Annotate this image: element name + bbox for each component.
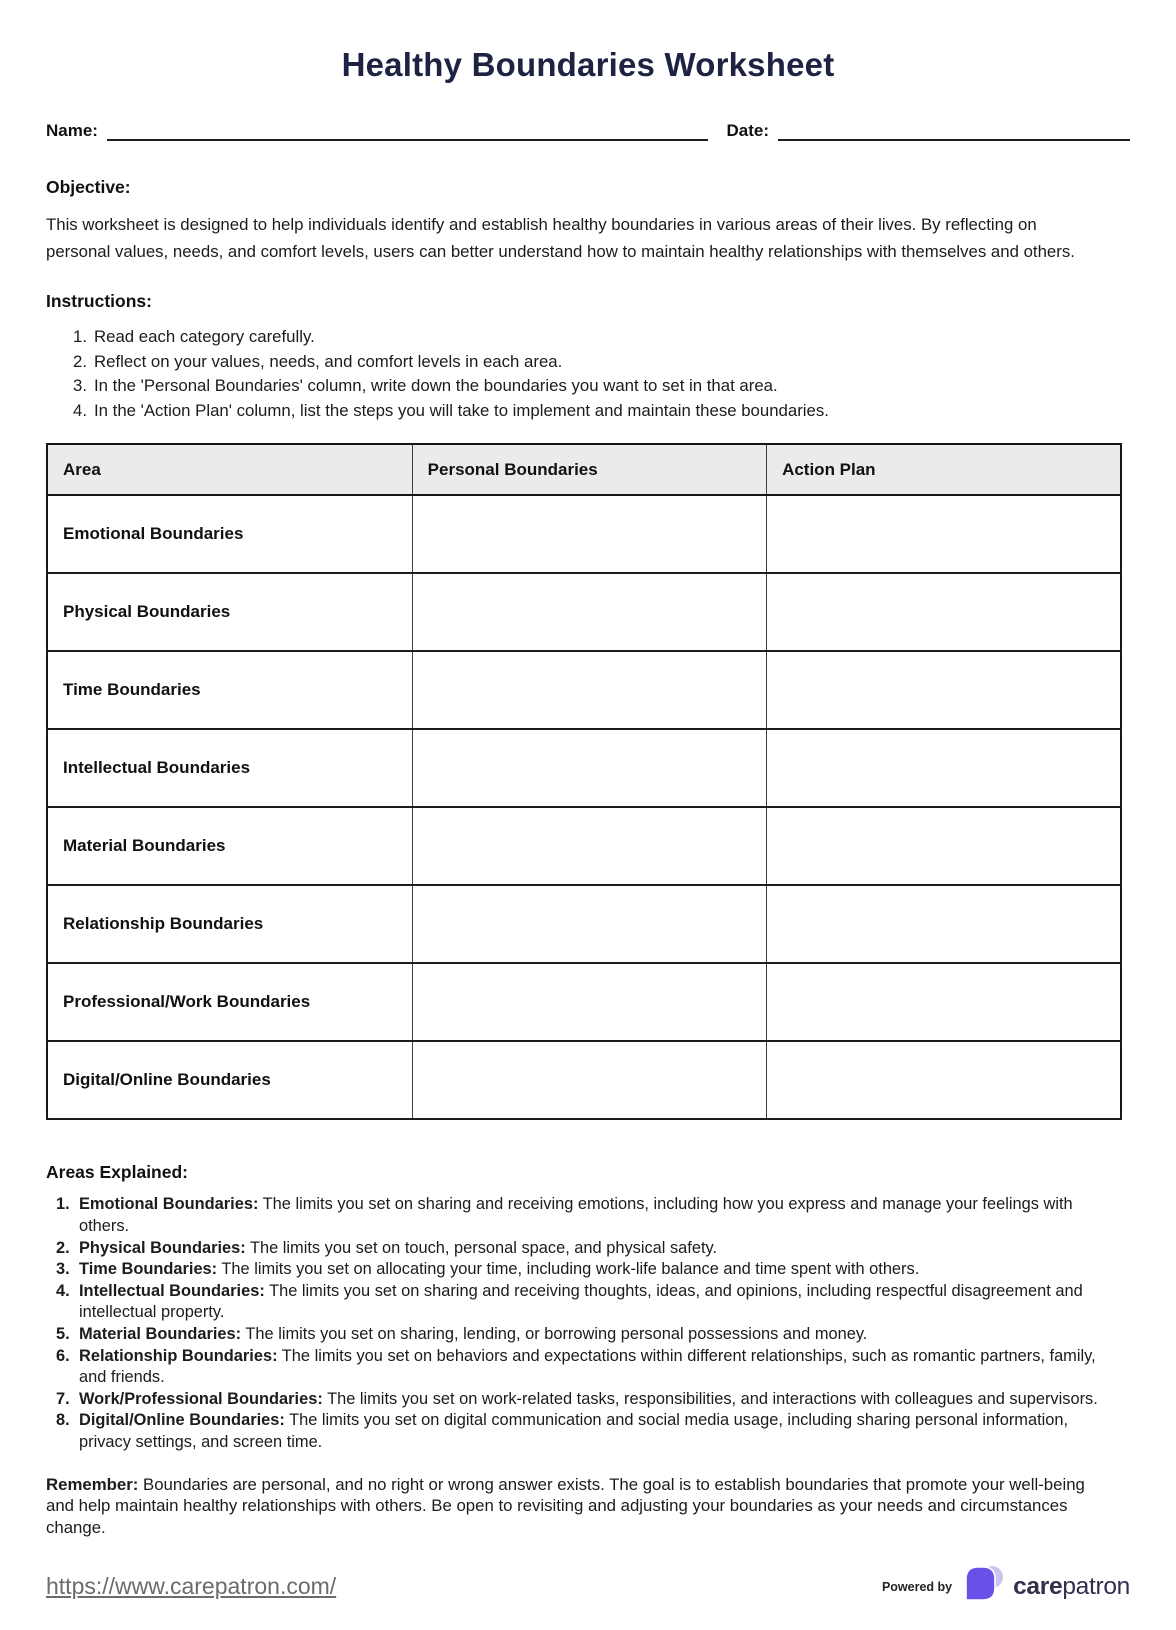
area-description: [79, 1238, 1109, 1260]
area-number: 8.: [56, 1411, 70, 1430]
area-description: [79, 1281, 1109, 1324]
area-term: Intellectual Boundaries:: [79, 1281, 265, 1300]
action-plan-cell[interactable]: [767, 1041, 1121, 1119]
remember-label: Remember:: [46, 1474, 139, 1494]
action-plan-cell[interactable]: [767, 495, 1121, 573]
area-explained-item: [56, 1324, 1130, 1346]
table-row: [47, 495, 1121, 573]
area-number: 7.: [56, 1389, 70, 1408]
powered-by-label: Powered by: [881, 1579, 953, 1594]
area-description: [79, 1324, 1109, 1346]
action-plan-cell[interactable]: [767, 729, 1121, 807]
area-number: 1.: [56, 1195, 70, 1214]
area-description: [79, 1259, 1109, 1281]
personal-boundaries-cell[interactable]: [412, 729, 766, 807]
area-description: [79, 1194, 1109, 1237]
area-term: Material Boundaries:: [79, 1324, 242, 1343]
action-plan-cell[interactable]: [767, 573, 1121, 651]
area-text: The limits you set on sharing, lending, or borrowing personal possessions and money.: [245, 1324, 868, 1343]
objective-text: This worksheet is designed to help individuals identify and establish healthy boundaries in various areas of their lives. By reflecting on personal values, needs, and comfort levels, users can better understand how to maintain healthy relationships with themselves and others.: [46, 215, 1075, 261]
area-text: The limits you set on touch, personal space, and physical safety.: [249, 1238, 718, 1257]
instruction-item: [73, 374, 1130, 399]
table-row: [47, 573, 1121, 651]
area-text: The limits you set on digital communication and social media usage, including sharing personal information, privacy settings, and screen time.: [79, 1411, 1069, 1451]
remember-note: [46, 1474, 1108, 1539]
area-explained-item: [56, 1238, 1130, 1260]
boundaries-table: [46, 443, 1122, 1120]
area-label: Time Boundaries: [47, 651, 412, 729]
instructions-heading: Instructions:: [46, 291, 152, 311]
area-description: [79, 1346, 1109, 1389]
action-plan-cell[interactable]: [767, 807, 1121, 885]
action-plan-cell[interactable]: [767, 885, 1121, 963]
area-label: Emotional Boundaries: [47, 495, 412, 573]
area-explained-item: [56, 1281, 1130, 1324]
personal-boundaries-cell[interactable]: [412, 651, 766, 729]
personal-boundaries-cell[interactable]: [412, 1041, 766, 1119]
area-label: Physical Boundaries: [47, 573, 412, 651]
carepatron-wordmark: [1013, 1573, 1130, 1601]
instruction-item: [73, 350, 1130, 375]
area-term: Time Boundaries:: [79, 1260, 218, 1279]
area-label: Relationship Boundaries: [47, 885, 412, 963]
area-number: 6.: [56, 1346, 70, 1365]
area-description: [79, 1389, 1109, 1411]
name-date-row: [46, 120, 1130, 141]
action-plan-cell[interactable]: [767, 651, 1121, 729]
instruction-text: Reflect on your values, needs, and comfort levels in each area.: [94, 351, 563, 371]
date-input-line[interactable]: [778, 120, 1130, 141]
area-label: Digital/Online Boundaries: [47, 1041, 412, 1119]
brand-bold-part: care: [1013, 1572, 1063, 1600]
areas-explained-list: [46, 1194, 1130, 1453]
personal-boundaries-cell[interactable]: [412, 885, 766, 963]
table-row: [47, 729, 1121, 807]
area-text: The limits you set on behaviors and expectations within different relationships, such as romantic partners, family, and friends.: [79, 1346, 1096, 1387]
instruction-number: 3.: [73, 376, 87, 396]
area-number: 5.: [56, 1324, 70, 1343]
area-number: 3.: [56, 1260, 70, 1279]
name-input-line[interactable]: [107, 120, 709, 141]
table-row: [47, 807, 1121, 885]
instruction-number: 4.: [73, 400, 87, 420]
area-label: Material Boundaries: [47, 807, 412, 885]
instruction-number: 1.: [73, 327, 87, 346]
instructions-section: [46, 291, 1130, 423]
area-term: Relationship Boundaries:: [79, 1346, 278, 1365]
area-term: Physical Boundaries:: [79, 1238, 246, 1257]
header-action-plan: Action Plan: [767, 444, 1121, 495]
area-term: Digital/Online Boundaries:: [79, 1411, 285, 1430]
area-label: Intellectual Boundaries: [47, 729, 412, 807]
name-label: Name:: [46, 121, 98, 140]
area-text: The limits you set on sharing and receiving thoughts, ideas, and opinions, including respectful disagreement and intellectual property.: [79, 1281, 1083, 1322]
action-plan-cell[interactable]: [767, 963, 1121, 1041]
area-text: The limits you set on sharing and receiving emotions, including how you express and manage your feelings with others.: [79, 1195, 1073, 1235]
table-header-row: [47, 444, 1121, 495]
area-description: [79, 1410, 1109, 1453]
area-explained-item: [56, 1259, 1130, 1281]
page-footer: [46, 1564, 1130, 1609]
remember-text: Boundaries are personal, and no right or wrong answer exists. The goal is to establish boundaries that promote your well-being and help maintain healthy relationships with others. Be open to revisiting and adjusting your boundaries as your needs and circumstances change.: [46, 1474, 1085, 1537]
area-term: Work/Professional Boundaries:: [79, 1389, 323, 1408]
personal-boundaries-cell[interactable]: [412, 963, 766, 1041]
table-row: [47, 885, 1121, 963]
brand-light-part: patron: [1062, 1572, 1130, 1600]
carepatron-logo-icon: [962, 1564, 1006, 1609]
page-title: Healthy Boundaries Worksheet: [341, 46, 835, 83]
powered-by-block: [882, 1564, 1130, 1609]
table-row: [47, 651, 1121, 729]
date-label: Date:: [726, 121, 769, 140]
personal-boundaries-cell[interactable]: [412, 573, 766, 651]
area-explained-item: [56, 1389, 1130, 1411]
objective-heading: Objective:: [46, 177, 131, 197]
instruction-number: 2.: [73, 351, 87, 371]
personal-boundaries-cell[interactable]: [412, 807, 766, 885]
header-personal-boundaries: Personal Boundaries: [412, 444, 766, 495]
area-explained-item: [56, 1410, 1130, 1453]
table-row: [47, 963, 1121, 1041]
table-row: [47, 1041, 1121, 1119]
instruction-item: [73, 399, 1130, 424]
instructions-list: [73, 325, 1130, 423]
area-number: 2.: [56, 1238, 70, 1257]
area-explained-item: [56, 1346, 1130, 1389]
area-text: The limits you set on work-related tasks, responsibilities, and interactions with colleagues and supervisors.: [327, 1389, 1098, 1408]
area-text: The limits you set on allocating your time, including work-life balance and time spent with others.: [221, 1260, 920, 1279]
instruction-item: [73, 325, 1130, 350]
area-label: Professional/Work Boundaries: [47, 963, 412, 1041]
instruction-text: Read each category carefully.: [94, 327, 315, 346]
areas-explained-heading: Areas Explained:: [46, 1162, 188, 1183]
area-term: Emotional Boundaries:: [79, 1195, 259, 1214]
instruction-text: In the 'Action Plan' column, list the steps you will take to implement and maintain these boundaries.: [94, 400, 829, 420]
area-explained-item: [56, 1194, 1130, 1237]
area-number: 4.: [56, 1281, 70, 1300]
personal-boundaries-cell[interactable]: [412, 495, 766, 573]
header-area: Area: [47, 444, 412, 495]
instruction-text: In the 'Personal Boundaries' column, write down the boundaries you want to set in that area.: [94, 376, 778, 396]
carepatron-url-link[interactable]: https://www.carepatron.com/: [46, 1573, 337, 1600]
